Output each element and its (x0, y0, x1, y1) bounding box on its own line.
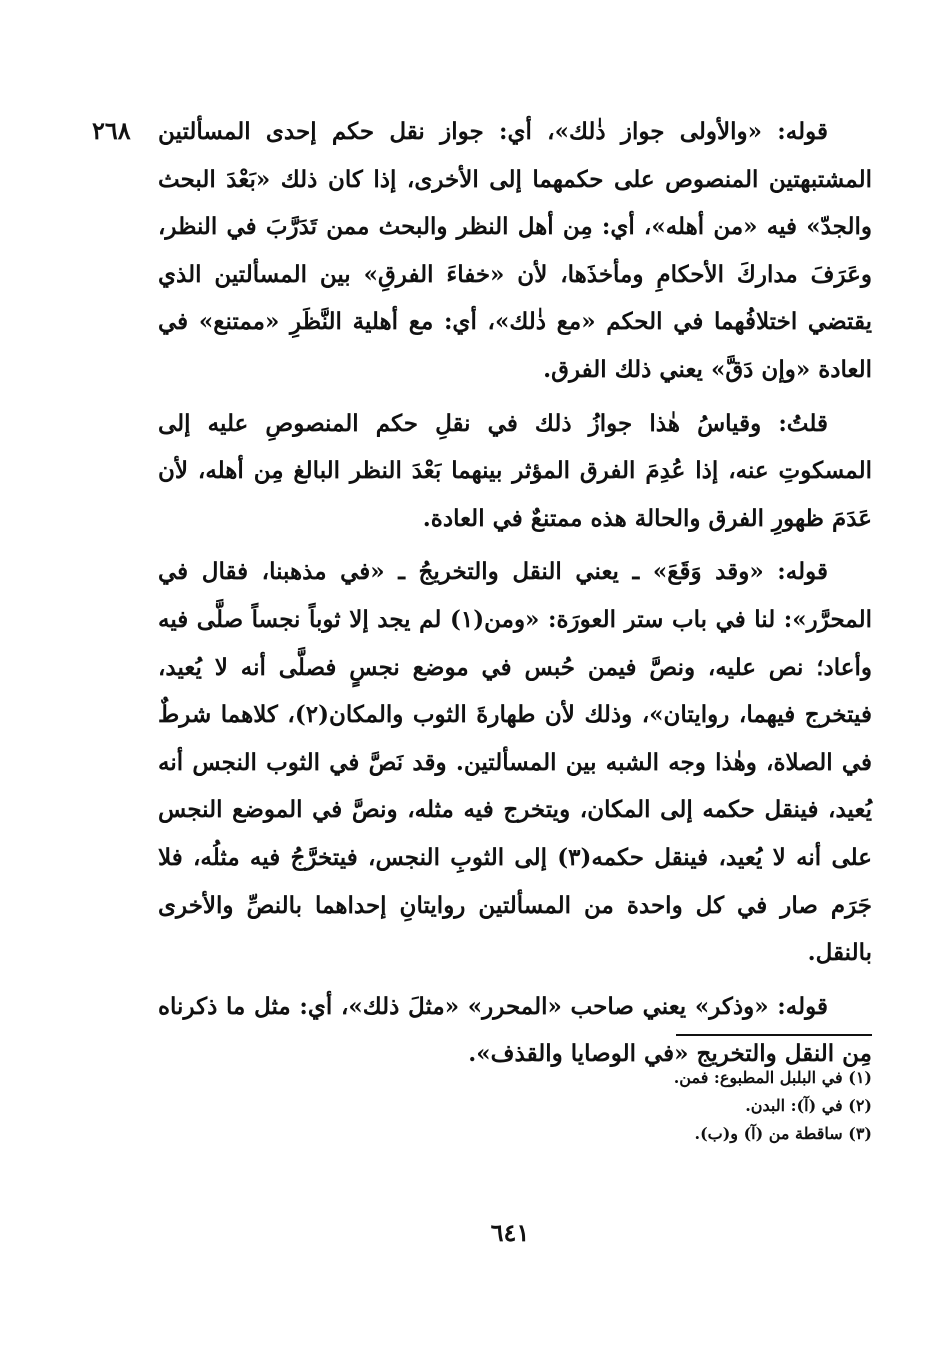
main-text (158, 108, 872, 1078)
paragraph: قوله: «وقد وَقَعَ» ـ يعني النقل والتخريجُ ـ «في مذهبنا، فقال في المحرَّر»: لنا في باب ستر العورَة: «ومن(١) لم يجد إلا ثوباً نجساً صلَّى فيه وأعاد؛ نص عليه، ونصَّ فيمن حُبس في موضع نجسٍ فصلَّى أنه لا يُعيد، فيتخرج فيهما، روايتان»، وذلك لأن طهارةَ الثوب والمكان(٢)، كلاهما شرطٌ في الصلاة، وهٰذا وجه الشبه بين المسألتين. وقد نَصَّ في الثوب النجس أنه يُعيد، فينقل حكمه إلى المكان، ويتخرج فيه مثله، ونصَّ في الموضع النجس على أنه لا يُعيد، فينقل حكمه(٣) إلى الثوبِ النجس، فيتخرَّجُ فيه مثلُه، فلا جَرَم صار في كل واحدة من المسألتين روايتانِ إحداهما بالنصِّ والأخرى بالنقل. (158, 558, 872, 967)
footnote: (٣) ساقطة من (آ) و(ب). (694, 1124, 872, 1143)
footnote-divider (676, 1034, 872, 1036)
page-number: ٦٤١ (490, 1218, 530, 1247)
footnote: (٢) في (آ): البدن. (745, 1096, 872, 1115)
footnotes (540, 1064, 872, 1148)
margin-number: ٢٦٨ (92, 116, 131, 145)
paragraph: قوله: «والأولى جواز ذٰلك»، أي: جواز نقل حكم إحدى المسألتين المشتبهتين المنصوص على حكمهما إلى الأخرى، إذا كان ذلك «بَعْدَ البحث والجدّ» فيه «من أهله»، أي: مِن أهل النظر والبحث ممن تَدَرَّبَ في النظر، وعَرَفَ مداركَ الأحكامِ ومأخذَها، لأن «خفاءَ الفرقِ» بين المسألتين الذي يقتضي اختلافُهما في الحكم «مع ذٰلك»، أي: مع أهلية النَّظَرِ «ممتنع» في العادة «وإن دَقَّ» يعني ذلك الفرق. (158, 118, 872, 383)
paragraph: قلتُ: وقياسُ هٰذا جوازُ ذلك في نقلِ حكم المنصوصِ عليه إلى المسكوتِ عنه، إذا عُدِمَ الفرق المؤثر بينهما بَعْدَ النظر البالغ مِن أهله، لأن عَدَمَ ظهورِ الفرق والحالة هذه ممتنعٌ في العادة. (158, 409, 872, 532)
footnote: (١) في البلبل المطبوع: فمن. (673, 1068, 872, 1087)
paragraph: قوله: «وذكر» يعني صاحب «المحرر» «مثلَ ذلك»، أي: مثل ما ذكرناه مِن النقل والتخريج «في الوصايا والقذف». (158, 992, 872, 1068)
